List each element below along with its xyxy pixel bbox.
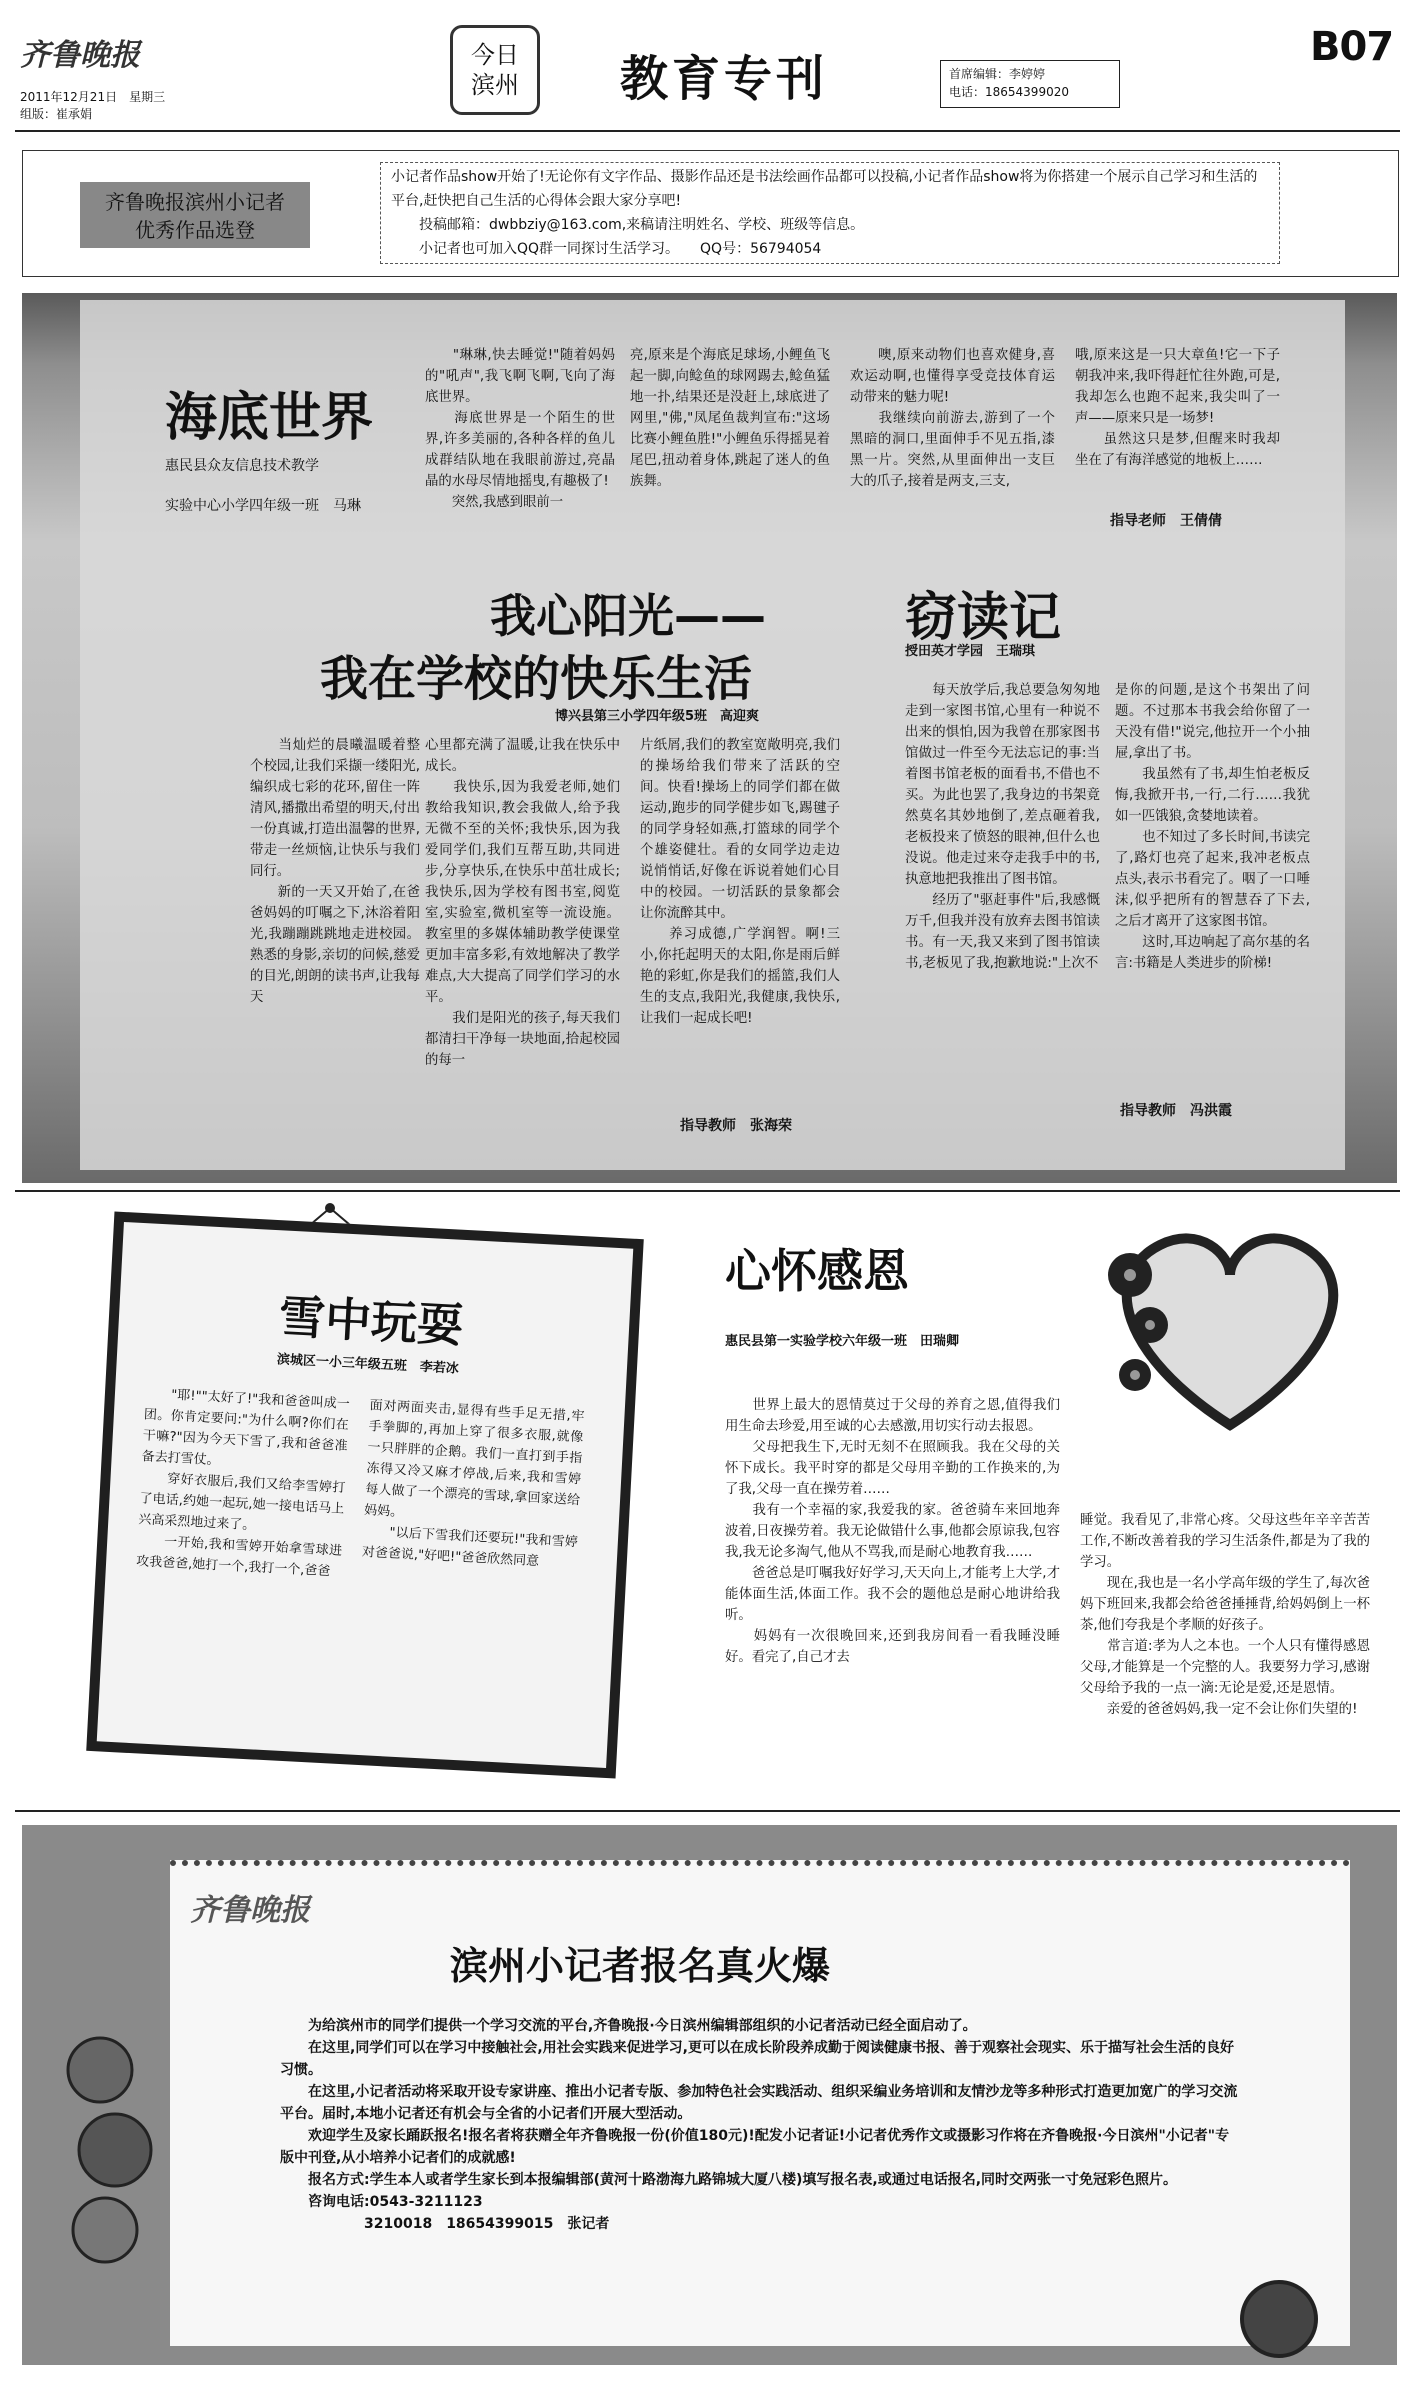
header-rule bbox=[15, 130, 1400, 132]
article2-col2: 心里都充满了温暖,让我在快乐中成长。 我快乐,因为我爱老师,她们教给我知识,教会我做人,给予我无微不至的关怀;我快乐,因为我爱同学们,我们互帮互助,共同进步,分享快乐,在快乐中茁壮成长;我快乐,因为学校有图书室,阅览室,实验室,微机室等一流设施。教室里的多媒体辅助教学使课堂更加丰富多彩,有效地解决了教学难点,大大提高了同学们学习的水平。 我们是阳光的孩子,每天我们都清扫干净每一块地面,拾起校园的每一 bbox=[425, 738, 620, 1068]
article3-teacher: 指导教师 冯洪霞 bbox=[1120, 1103, 1232, 1119]
heart-flower-icon bbox=[1080, 1205, 1380, 1445]
seal-line2: 滨州 bbox=[471, 71, 519, 99]
article1-col1: "琳琳,快去睡觉!"随着妈妈的"吼声",我飞啊飞啊,飞向了海底世界。 海底世界是一个陌生的世界,许多美丽的,各种各样的鱼儿成群结队地在我眼前游过,亮晶晶的水母尽情地摇曳,有趣极了! 突然,我感到眼前一 bbox=[425, 348, 615, 510]
article3-title: 窃读记 bbox=[905, 588, 1062, 648]
article1-title: 海底世界 bbox=[165, 388, 374, 448]
ad-paragraph-3: 在这里,小记者活动将采取开设专家讲座、推出小记者专版、参加特色社会实践活动、组织采编业务培训和友情沙龙等多种形式打造更加宽广的学习交流平台。届时,本地小记者还有机会与全省的小记者们开展大型活动。 bbox=[280, 2084, 1238, 2122]
article3-col2: 是你的问题,是这个书架出了问题。不过那本书我会给你留了一天没有借!"说完,他拉开一个小抽屉,拿出了书。 我虽然有了书,却生怕老板反悔,我掀开书,一行,二行……我犹如一匹饿狼,贪婪地读着。 也不知过了多长时间,书读完了,路灯也亮了起来,我冲老板点点头,表示书看完了。咽了一口唾沫,似乎把所有的智慧吞了下去,之后才离开了这家图书馆。 这时,耳边响起了高尔基的名言:书籍是人类进步的阶梯! bbox=[1115, 683, 1310, 971]
page-number: B07 bbox=[1310, 24, 1394, 70]
ad-paragraph-5: 报名方式:学生本人或者学生家长到本报编辑部(黄河十路渤海九路锦城大厦八楼)填写报名表,或通过电话报名,同时交两张一寸免冠彩色照片。 bbox=[280, 2172, 1178, 2188]
banner-label-line1: 齐鲁晚报滨州小记者 bbox=[105, 190, 285, 214]
ad-paragraph-1: 为给滨州市的同学们提供一个学习交流的平台,齐鲁晚报·今日滨州编辑部组织的小记者活动已经全面启动了。 bbox=[280, 2018, 977, 2034]
article5-title: 心怀感恩 bbox=[725, 1244, 909, 1298]
editor-phone: 电话：18654399020 bbox=[949, 85, 1069, 99]
ad-logo: 齐鲁晚报 bbox=[190, 1893, 310, 1928]
ad-phone-2: 3210018 18654399015 张记者 bbox=[280, 2216, 610, 2232]
masthead-logo: 齐鲁晚报 bbox=[20, 38, 140, 73]
ad-paragraph-4: 欢迎学生及家长踊跃报名!报名者将获赠全年齐鲁晚报一份(价值180元)!配发小记者证!小记者优秀作文或摄影习作将在齐鲁晚报·今日滨州"小记者"专版中刊登,从小培养小记者们的成就感! bbox=[280, 2128, 1230, 2166]
article4-col1: "耶!""太好了!"我和爸爸叫成一团。你肯定要问:"为什么啊?你们在干嘛?"因为今天下雪了,我和爸爸准备去打雪仗。 穿好衣服后,我们又给李雪婷打了电话,约她一起玩,她一接电话马上兴高采烈地过来了。 一开始,我和雪婷开始拿雪球进攻我爸爸,她打一个,我打一个,爸爸 bbox=[135, 1386, 351, 1580]
article1-col3: 噢,原来动物们也喜欢健身,喜欢运动啊,也懂得享受竞技体育运动带来的魅力呢! 我继续向前游去,游到了一个黑暗的洞口,里面伸手不见五指,漆黑一片。突然,从里面伸出一支巨大的爪子,接着是两支,三支, bbox=[850, 348, 1055, 489]
ad-mascot-icon bbox=[40, 2030, 190, 2280]
article1-col2: 亮,原来是个海底足球场,小鲤鱼飞起一脚,向鲶鱼的球网踢去,鲶鱼猛地一扑,结果还是没赶上,球底进了网里,"佛,"凤尾鱼裁判宣布:"这场比赛小鲤鱼胜!"小鲤鱼乐得摇晃着尾巴,扭动着身体,跳起了迷人的鱼族舞。 bbox=[630, 348, 830, 489]
article1-byline2: 实验中心小学四年级一班 马琳 bbox=[165, 498, 361, 514]
banner-label bbox=[80, 182, 310, 248]
banner-text: 小记者作品show开始了!无论你有文字作品、摄影作品还是书法绘画作品都可以投稿,小记者作品show将为你搭建一个展示自己学习和生活的平台,赶快把自己生活的心得体会跟大家分享吧! 投稿邮箱：dwbbziy@163.com,来稿请注明姓名、学校、班级等信息。 小记者也可加入QQ群一同探讨生活学习。 QQ号：56794054 bbox=[380, 162, 1280, 264]
section-rule-2 bbox=[15, 1810, 1400, 1812]
article4-title: 雪中玩耍 bbox=[277, 1289, 465, 1353]
picture-frame bbox=[86, 1212, 644, 1779]
seal-line1: 今日 bbox=[471, 41, 519, 69]
article2-col3: 片纸屑,我们的教室宽敞明亮,我们的操场给我们带来了活跃的空间。快看!操场上的同学们都在做运动,跑步的同学健步如飞,踢毽子的同学身轻如燕,打篮球的同学个个雄姿健壮。看的女同学边走边说悄悄话,好像在诉说着她们心目中的校园。一切活跃的景象都会让你流醉其中。 养习成德,广学润智。啊!三小,你托起明天的太阳,你是雨后鲜艳的彩虹,你是我们的摇篮,我们人生的支点,我阳光,我健康,我快乐,让我们一起成长吧! bbox=[640, 738, 840, 1026]
article2-title-line1: 我心阳光—— bbox=[490, 589, 766, 643]
article2-byline: 博兴县第三小学四年级5班 高迎爽 bbox=[555, 709, 760, 724]
ad-paragraph-2: 在这里,同学们可以在学习中接触社会,用社会实践来促进学习,更可以在成长阶段养成勤于阅读健康书报、善于观察社会现实、乐于描写社会生活的良好习惯。 bbox=[280, 2040, 1234, 2078]
article1-col4: 哦,原来这是一只大章鱼!它一下子朝我冲来,我吓得赶忙往外跑,可是,我却怎么也跑不起来,我尖叫了一声——原来只是一场梦! 虽然这只是梦,但醒来时我却坐在了有海洋感觉的地板上…… bbox=[1075, 348, 1280, 468]
section-title: 教育专刊 bbox=[620, 51, 829, 107]
article2-teacher: 指导教师 张海荣 bbox=[680, 1118, 792, 1134]
issue-date: 2011年12月21日 星期三 bbox=[20, 90, 166, 104]
ad-clip-icon bbox=[1240, 2280, 1318, 2358]
article5-byline: 惠民县第一实验学校六年级一班 田瑞卿 bbox=[725, 1334, 960, 1349]
article3-col1: 每天放学后,我总要急匆匆地走到一家图书馆,心里有一种说不出来的惧怕,因为我曾在那家图书馆做过一件至今无法忘记的事:当着图书馆老板的面看书,不借也不买。为此也罢了,我身边的书架竟然莫名其妙地倒了,差点砸着我,老板投来了愤怒的眼神,但什么也没说。他走过来夺走我手中的书,执意地把我推出了图书馆。 经历了"驱赶事件"后,我感慨万千,但我并没有放弃去图书馆读书。有一天,我又来到了图书馆读书,老板见了我,抱歉地说:"上次不 bbox=[905, 683, 1100, 971]
heart-decoration bbox=[1080, 1205, 1380, 1445]
article5-col2: 睡觉。我看见了,非常心疼。父母这些年辛辛苦苦工作,不断改善着我的学习生活条件,都是为了我的学习。 现在,我也是一名小学高年级的学生了,每次爸妈下班回来,我都会给爸爸捶捶背,给妈妈倒上一杯茶,他们夸我是个孝顺的好孩子。 常言道:孝为人之本也。一个人只有懂得感恩父母,才能算是一个完整的人。我要努力学习,感谢父母给予我的一点一滴:无论是爱,还是恩情。 亲爱的爸爸妈妈,我一定不会让你们失望的! bbox=[1080, 1513, 1370, 1717]
article4-byline: 滨城区一小三年级五班 李若冰 bbox=[276, 1352, 460, 1377]
seal-stamp bbox=[450, 25, 540, 115]
article2-title-line2: 我在学校的快乐生活 bbox=[320, 651, 753, 707]
ad-body bbox=[280, 2015, 1240, 2235]
article3-byline: 授田英才学园 王瑞琪 bbox=[905, 644, 1036, 659]
chief-editor: 首席编辑：李婷婷 bbox=[949, 67, 1046, 81]
article1-byline1: 惠民县众友信息技术教学 bbox=[165, 458, 319, 474]
banner-label-line2: 优秀作品选登 bbox=[135, 218, 255, 242]
article1-teacher: 指导老师 王倩倩 bbox=[1110, 513, 1222, 529]
section-rule-1 bbox=[15, 1190, 1400, 1192]
layout-editor: 组版：崔承娟 bbox=[20, 107, 93, 121]
article2-col1: 当灿烂的晨曦温暖着整个校园,让我们采撷一缕阳光,编织成七彩的花环,留住一阵清风,播撒出希望的明天,付出一份真诚,打造出温馨的世界,带走一丝烦恼,让快乐与我们同行。 新的一天又开始了,在爸爸妈妈的叮嘱之下,沐浴着阳光,我蹦蹦跳跳地走进校园。熟悉的身影,亲切的问候,慈爱的目光,朗朗的读书声,让我每天 bbox=[250, 738, 420, 1005]
ad-phone: 咨询电话:0543-3211123 bbox=[280, 2194, 483, 2210]
editor-box bbox=[940, 60, 1120, 108]
article4-col2: 面对两面夹击,显得有些手足无措,牢手拳脚的,再加上穿了很多衣服,就像一只胖胖的企鹅。我们一直打到手指冻得又冷又麻才停战,后来,我和雪婷每人做了一个漂亮的雪球,拿回家送给妈妈。 "以后下雪我们还要玩!"我和雪婷对爸爸说,"好吧!"爸爸欣然同意 bbox=[361, 1398, 585, 1570]
ad-title: 滨州小记者报名真火爆 bbox=[450, 1944, 831, 1988]
article5-col1: 世界上最大的恩情莫过于父母的养育之恩,值得我们用生命去珍爱,用至诚的心去感激,用切实行动去报恩。 父母把我生下,无时无刻不在照顾我。我在父母的关怀下成长。我平时穿的都是父母用辛勤的工作换来的,为了我,父母一直在操劳着…… 我有一个幸福的家,我爱我的家。爸爸骑车来回地奔波着,日夜操劳着。我无论做错什么事,他都会原谅我,包容我,我无论多淘气,他从不骂我,而是耐心地教育我…… 爸爸总是叮嘱我好好学习,天天向上,才能考上大学,才能体面生活,体面工作。我不会的题他总是耐心地讲给我听。 妈妈有一次很晚回来,还到我房间看一看我睡没睡好。看完了,自己才去 bbox=[725, 1398, 1060, 1665]
